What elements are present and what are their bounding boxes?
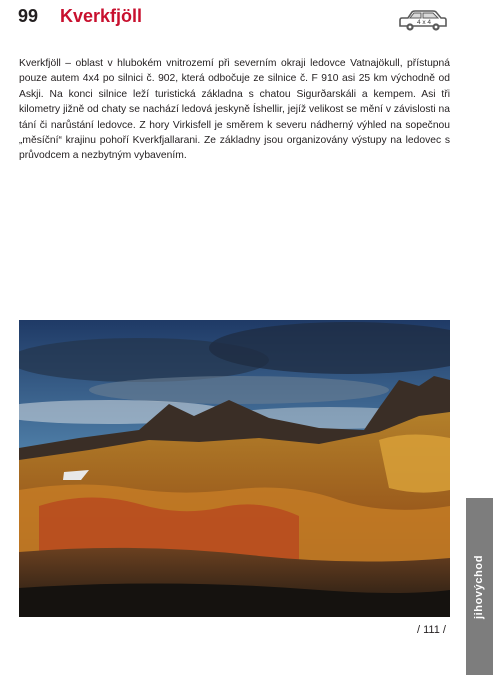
section-tab-label: jihovýchod bbox=[473, 554, 486, 619]
4x4-badge: 4 x 4 bbox=[416, 19, 432, 26]
section-tab-label-wrap bbox=[466, 498, 493, 675]
4x4-car-icon bbox=[397, 8, 449, 32]
page-number: / 111 / bbox=[417, 624, 446, 636]
site-number: 99 bbox=[18, 6, 39, 26]
landscape-photo bbox=[19, 320, 450, 617]
description-paragraph: Kverkfjöll – oblast v hlubokém vnitrozemí při severním okraji ledovce Vatnajökull, přístupná pouze autem 4x4 po silnici č. 902, která odbočuje ze silnice č. F 910 asi 25 km východně od Askji. Na konci silnice leží turistická základna s chatou Sigurðarskáli a kempem. Asi tři kilometry jižně od chaty se nachází ledová jeskyně Íshellir, jejíž velikost se mění v závislosti na tání či narůstání ledovce. Z hory Virkisfell je směrem k severu nádherný výhled na sopečnou „měsíční“ krajinu pohoří Kverkfjallarani. Ze základny jsou organizovány výstupy na ledovec s průvodcem a nezbytným vybavením. bbox=[19, 58, 450, 162]
page-title: Kverkfjöll bbox=[60, 6, 143, 26]
